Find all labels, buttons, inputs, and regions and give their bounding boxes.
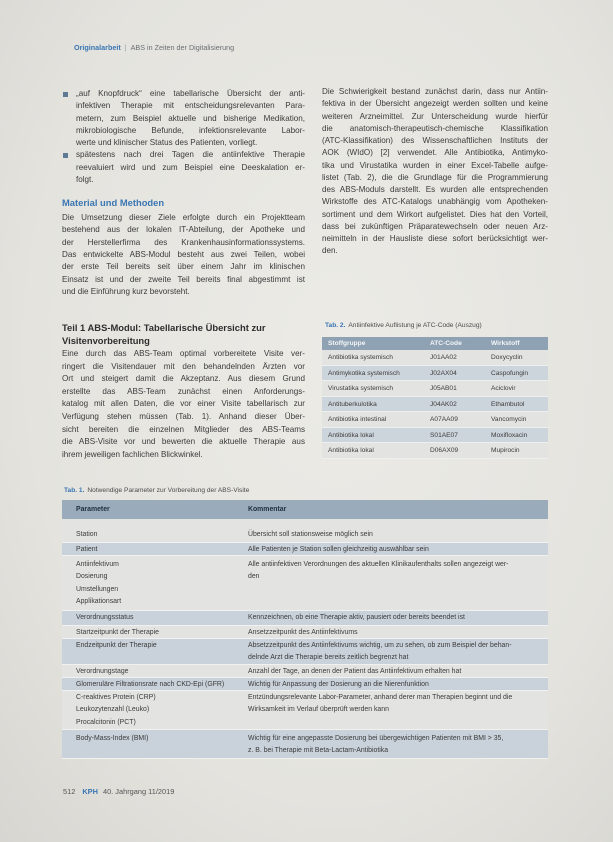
table-row — [62, 665, 548, 678]
text-line: Die Umsetzung dieser Ziele erfolgte durch ein Projektteam — [62, 213, 305, 222]
text-line: C-reaktives Protein (CRP) — [76, 694, 156, 701]
table-row — [62, 730, 548, 759]
text-line: Anzahl der Tage, an denen der Patient das Antiinfektivum erhalten hat — [248, 668, 462, 675]
text-line: Wichtig für eine angepasste Dosierung bei übergewichtigen Patienten mit BMI > 35, — [248, 735, 504, 742]
text-line: die anatomisch-therapeutisch-chemische Klassifikation — [322, 123, 548, 133]
cell-substance-group: Antibiotika intestinal — [328, 416, 387, 423]
text-line: den. — [322, 246, 338, 256]
table-header-row — [322, 337, 548, 350]
bullet-list — [62, 88, 305, 186]
cell-substance-group: Virustatika systemisch — [328, 385, 394, 392]
text-line: Wichtig für Anpassung der Dosierung an die Nierenfunktion — [248, 681, 429, 688]
text-line: Body-Mass-Index (BMI) — [76, 735, 149, 742]
text-line: fektiva in der Übersicht angezeigt werden sollten und keine — [322, 99, 548, 109]
cell-comment — [244, 611, 548, 625]
table-row — [322, 350, 548, 366]
page-number: 512 — [63, 787, 76, 796]
text-line: tika und Virustatika wurden in einer Excel-Tabelle aufge- — [322, 160, 548, 170]
table-row — [322, 366, 548, 382]
text-line: Verordnungsstatus — [76, 614, 134, 621]
text-line: sicht bereiten die einzelnen Mitglieder des ABS-Teams — [62, 424, 305, 434]
table1-caption — [64, 486, 249, 495]
text-line: Antiinfektivum — [76, 561, 119, 568]
cell-parameter — [62, 665, 244, 677]
text-line: Umstellungen — [76, 585, 119, 593]
text-line: ihrem jeweiligen fachlichen Blickwinkel. — [62, 449, 203, 459]
text-line: sortiment und dem Wirkort aufgelistet. Dies hat den Vorteil, — [322, 209, 548, 219]
table-row — [62, 556, 548, 611]
cell-active-substance: Vancomycin — [491, 416, 527, 423]
text-line: weiteren Arzneimittel. Zur Unterscheidung wurde hierfür — [322, 111, 548, 121]
text-line: Die Schwierigkeit bestand zunächst darin, dass nur Antiin- — [322, 87, 548, 96]
cell-atc-code: J02AX04 — [430, 369, 457, 377]
cell-active-substance: Doxycyclin — [491, 354, 523, 361]
text-line: dass bei zukünftigen Präparatewechseln oder neuen Arz- — [322, 221, 548, 231]
table1-parameters — [62, 500, 548, 759]
cell-atc-code: J04AK02 — [430, 400, 457, 408]
table-row — [62, 543, 548, 556]
text-line: der erste Teil bereits seit über einem Jahr im klinischen — [62, 262, 305, 272]
table2-label: Tab. 2. — [325, 322, 346, 329]
column-header: Wirkstoff — [491, 340, 520, 347]
text-line: mikrobiologische Befunde, infektionsrelevante Labor- — [76, 125, 305, 135]
text-line: Ansetzzeitpunkt des Antiinfektivums — [248, 629, 358, 636]
text-line: Eine durch das ABS-Team optimal vorbereitete Visite ver- — [62, 349, 305, 358]
cell-parameter — [62, 691, 244, 729]
cell-comment — [244, 678, 548, 690]
table-row — [62, 519, 548, 543]
text-line: Übersicht soll stationsweise möglich sein — [248, 530, 373, 538]
text-line: (ATC-Klassifikation) des Wissenschaftlichen Instituts der — [322, 136, 548, 145]
text-line: Procalcitonin (PCT) — [76, 718, 136, 726]
text-line: Wirkstoffe des ATC-Katalogs unabhängig vom Apotheken- — [322, 197, 548, 207]
cell-comment — [244, 730, 548, 758]
subsection-heading-part1 — [62, 321, 305, 347]
cell-comment — [244, 626, 548, 638]
cell-substance-group: Antibiotika systemisch — [328, 354, 393, 361]
table2-caption-text: Antiinfektive Auflistung je ATC-Code (Auszug) — [348, 322, 482, 329]
text-line: neimitteln in der Hausliste diese sofort berücksichtigt wer- — [322, 234, 548, 243]
text-line: AOK (WIdO) [2] verwendet. Alle Antibiotika, Antimyko- — [322, 148, 548, 158]
text-line: infektiven Therapie mit entscheidungsrelevanten Para- — [76, 101, 305, 111]
text-line: erstellte das ABS-Team zunächst einen Anforderungs- — [62, 386, 305, 396]
cell-substance-group: Antimykotika systemisch — [328, 369, 400, 377]
journal-issue: 40. Jahrgang 11/2019 — [102, 787, 175, 796]
text-line: bestehend aus der lokalen IT-Abteilung, der Apotheke und — [62, 225, 305, 235]
page-footer — [63, 787, 174, 797]
cell-atc-code: D06AX09 — [430, 447, 459, 454]
cell-atc-code: J05AB01 — [430, 385, 457, 392]
text-line: ringert die Visitendauer mit den behandelnden Ärzten vor — [62, 361, 305, 371]
cell-parameter — [62, 678, 244, 690]
table-row — [62, 611, 548, 626]
cell-atc-code: J01AA02 — [430, 354, 457, 361]
column-header: Parameter — [76, 506, 110, 513]
cell-substance-group: Antituberkulotika — [328, 400, 377, 408]
text-line: werte und klinischer Status des Patienten, vorliegt. — [76, 138, 258, 148]
text-line: listet (Tab. 2), die die Grundlage für die Programmierung — [322, 172, 548, 182]
cell-active-substance: Moxifloxacin — [491, 431, 528, 439]
bullet-marker — [63, 153, 68, 158]
table-row — [322, 397, 548, 413]
bullet-marker — [63, 92, 68, 97]
text-line: Glomeruläre Filtrationsrate nach CKD-Epi (GFR) — [76, 681, 225, 688]
text-line: Alle Patienten je Station sollen gleichzeitig auswählbar sein — [248, 546, 429, 553]
text-line: spätestens nach drei Tagen die antiinfektive Therapie — [76, 150, 305, 160]
text-line: Verordnungstage — [76, 668, 129, 675]
text-line: folgt. — [76, 175, 94, 185]
cell-atc-code: A07AA09 — [430, 416, 458, 423]
text-line: Absetzzeitpunkt des Antiinfektivums wichtig, um zu sehen, ob zum Beispiel der behan- — [248, 642, 512, 649]
text-line: Wirksamkeit im Verlauf überprüft werden kann — [248, 706, 389, 714]
cell-substance-group: Antibiotika lokal — [328, 431, 374, 439]
table-row — [62, 626, 548, 639]
cell-parameter — [62, 528, 244, 542]
cell-parameter — [62, 626, 244, 638]
cell-comment — [244, 543, 548, 555]
running-header — [74, 43, 234, 52]
text-line: „auf Knopfdruck“ eine tabellarische Übersicht der anti- — [76, 89, 305, 98]
text-line: delnde Arzt die Therapie bereits zeitlich begrenzt hat — [248, 654, 409, 662]
text-line: z. B. bei Therapie mit Beta-Lactam-Antibiotika — [248, 747, 389, 755]
text-line: Dosierung — [76, 573, 108, 581]
table-row — [322, 381, 548, 397]
cell-comment — [244, 528, 548, 542]
paragraph-right-column — [322, 86, 548, 258]
table-row — [322, 428, 548, 444]
cell-comment — [244, 639, 548, 664]
cell-parameter — [62, 556, 244, 610]
text-line: Einsatz ist und der zweite Teil bereits final abgestimmt ist — [62, 274, 305, 284]
text-line: die ABS-Visite vor und bewerten die aktuelle Therapie aus — [62, 437, 305, 447]
cell-comment — [244, 691, 548, 729]
text-line: den — [248, 573, 260, 581]
cell-comment — [244, 665, 548, 677]
journal-name: KPH — [82, 787, 98, 796]
text-line: metern, zum Beispiel aktuelle und bisherige Medikation, — [76, 113, 305, 123]
text-line: Ort und steigert damit die Akzeptanz. Aus diesem Grund — [62, 374, 305, 384]
cell-parameter — [62, 543, 244, 555]
section-label: Originalarbeit — [74, 43, 121, 52]
text-line: Alle antiinfektiven Verordnungen des aktuellen Klinikaufenthalts sollen angezeigt wer- — [248, 561, 509, 568]
table-row — [62, 678, 548, 691]
bullet-item — [62, 149, 305, 186]
text-line: Startzeitpunkt der Therapie — [76, 629, 159, 636]
text-line: Applikationsart — [76, 598, 122, 606]
column-header: ATC-Code — [430, 340, 462, 347]
cell-active-substance: Caspofungin — [491, 369, 529, 377]
text-line: reevaluiert wird und zum Beispiel eine Deeskalation er- — [76, 162, 305, 172]
heading-line: Teil 1 ABS-Modul: Tabellarische Übersicht zur — [62, 322, 266, 333]
text-line: Endzeitpunkt der Therapie — [76, 642, 157, 649]
column-header: Stoffgruppe — [328, 340, 366, 347]
text-line: Leukozytenzahl (Leuko) — [76, 706, 150, 714]
text-line: katalog mit allen Daten, die vor einer Visite tabellarisch zur — [62, 399, 305, 409]
table2-caption — [325, 321, 482, 330]
cell-parameter — [62, 639, 244, 664]
cell-parameter — [62, 730, 244, 758]
table1-label: Tab. 1. — [64, 487, 85, 494]
table-row — [322, 443, 548, 459]
table2-atc-list — [322, 337, 548, 459]
text-line: Das entwickelte ABS-Modul besteht aus zwei Teilen, wobei — [62, 250, 305, 260]
cell-substance-group: Antibiotika lokal — [328, 447, 374, 454]
text-line: Patient — [76, 546, 98, 553]
text-line: Station — [76, 530, 98, 538]
text-line: Entzündungsrelevante Labor-Parameter, anhand derer man Therapien beginnt und die — [248, 694, 513, 701]
text-line: und die Einführung kurz bevorsteht. — [62, 287, 190, 297]
section-heading-methods: Material und Methoden — [62, 197, 165, 208]
article-running-title: ABS in Zeiten der Digitalisierung — [130, 43, 235, 52]
heading-line: Visitenvorbereitung — [62, 335, 150, 346]
cell-active-substance: Aciclovir — [491, 385, 516, 392]
text-line: Kennzeichnen, ob eine Therapie aktiv, pausiert oder bereits beendet ist — [248, 614, 465, 621]
text-line: der Herstellerfirma des Krankenhausinformationssystems. — [62, 237, 305, 247]
column-header: Kommentar — [248, 506, 287, 513]
table1-caption-text: Notwendige Parameter zur Vorbereitung der ABS-Visite — [87, 487, 250, 494]
header-separator: | — [124, 43, 127, 52]
text-line: des ABS-Moduls darstellt. Es wurden alle entsprechenden — [322, 185, 548, 194]
cell-active-substance: Mupirocin — [491, 447, 520, 454]
bullet-item — [62, 88, 305, 149]
paragraph-part1 — [62, 348, 305, 461]
paragraph-methods — [62, 212, 305, 298]
cell-parameter — [62, 611, 244, 625]
table-row — [62, 691, 548, 730]
table-header-row — [62, 500, 548, 519]
table-row — [322, 412, 548, 428]
text-line: Verfügung stehen müssen (Tab. 1). Anhand dieser Über- — [62, 411, 305, 421]
table-row — [62, 639, 548, 665]
cell-comment — [244, 556, 548, 610]
cell-atc-code: S01AE07 — [430, 431, 458, 439]
cell-active-substance: Ethambutol — [491, 400, 525, 408]
